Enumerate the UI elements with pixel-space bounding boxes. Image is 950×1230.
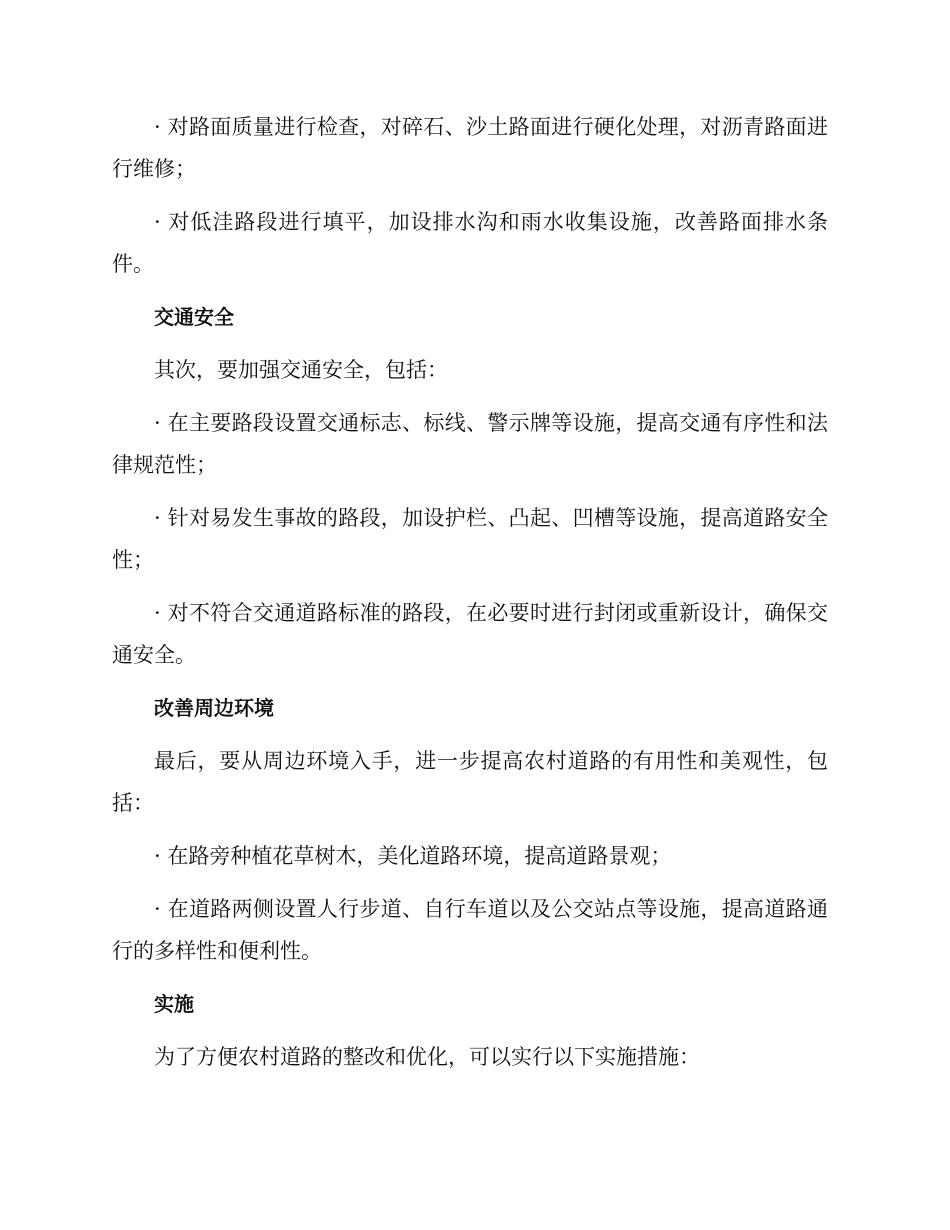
bullet-low-section: · 对低洼路段进行填平，加设排水沟和雨水收集设施，改善路面排水条件。 (112, 210, 828, 276)
heading-environment: 改善周边环境 (154, 696, 274, 720)
bullet-sidewalks: · 在道路两侧设置人行步道、自行车道以及公交站点等设施，提高道路通行的多样性和便利性。 (112, 897, 828, 963)
intro-environment: 最后，要从周边环境入手，进一步提高农村道路的有用性和美观性，包括： (112, 749, 828, 815)
intro-traffic-safety: 其次，要加强交通安全，包括： (154, 358, 448, 382)
bullet-traffic-signs: · 在主要路段设置交通标志、标线、警示牌等设施，提高交通有序性和法律规范性； (112, 411, 828, 477)
heading-implementation: 实施 (154, 992, 194, 1016)
heading-traffic-safety: 交通安全 (154, 305, 234, 329)
bullet-road-surface: · 对路面质量进行检查，对碎石、沙土路面进行硬化处理，对沥青路面进行维修； (112, 115, 828, 181)
document-body (112, 106, 828, 1089)
bullet-accident-sections: · 针对易发生事故的路段，加设护栏、凸起、凹槽等设施，提高道路安全性； (112, 506, 828, 572)
bullet-planting: · 在路旁种植花草树木，美化道路环境，提高道路景观； (154, 844, 672, 868)
bullet-nonstandard-sections: · 对不符合交通道路标准的路段，在必要时进行封闭或重新设计，确保交通安全。 (112, 601, 828, 667)
intro-implementation: 为了方便农村道路的整改和优化，可以实行以下实施措施： (154, 1045, 700, 1069)
